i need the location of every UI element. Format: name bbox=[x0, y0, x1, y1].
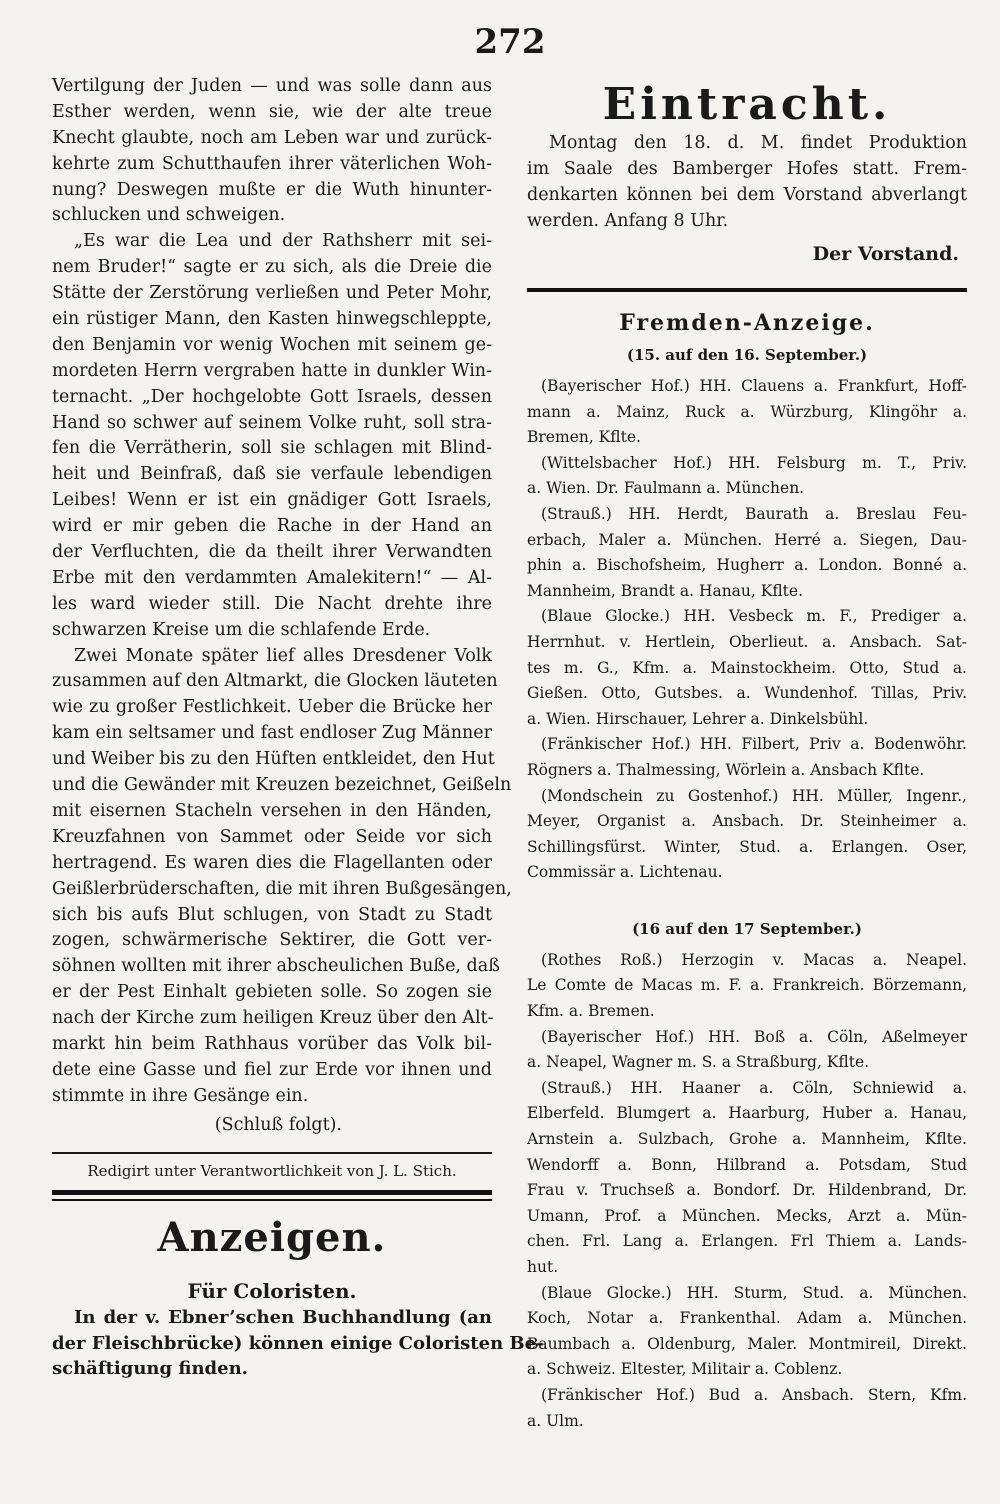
text-line: schlucken und schweigen. bbox=[52, 205, 286, 226]
text-line: Leibes! Wenn er ist ein gnädiger Gott Israels, bbox=[52, 490, 492, 511]
text-line: Arnstein a. Sulzbach, Grohe a. Mannheim, Kflte. bbox=[527, 1130, 967, 1149]
guest-list-1 bbox=[527, 374, 967, 886]
text-line: nem Bruder!“ sagte er zu sich, als die Dreie die bbox=[52, 257, 492, 278]
text-line: kehrte zum Schutthaufen ihrer väterlichen Woh- bbox=[52, 153, 492, 174]
continuation-note: (Schluß folgt). bbox=[214, 1114, 342, 1135]
text-line: Mannheim, Brandt a. Hanau, Kflte. bbox=[527, 581, 804, 600]
text-line: tes m. G., Kfm. a. Mainstockheim. Otto, Stud a. bbox=[527, 658, 967, 677]
divider-heavy bbox=[527, 288, 967, 292]
text-line: heit und Beinfraß, daß sie verfaule lebendigen bbox=[52, 464, 492, 485]
text-line: Umann, Prof. a München. Mecks, Arzt a. Mün- bbox=[527, 1206, 967, 1225]
text-line: dete eine Gasse und fiel zur Erde vor ihnen und bbox=[52, 1059, 492, 1080]
text-line: kam ein seltsamer und fast endloser Zug Männer bbox=[52, 723, 492, 744]
text-line: Meyer, Organist a. Ansbach. Dr. Steinheimer a. bbox=[527, 812, 967, 831]
text-line: Montag den 18. d. M. findet Produktion bbox=[549, 133, 967, 153]
text-line: Stätte der Zerstörung verließen und Peter Mohr, bbox=[52, 283, 492, 304]
text-line: (Blaue Glocke.) HH. Sturm, Stud. a. München. bbox=[541, 1283, 967, 1302]
text-line: und Weiber bis zu den Hüften entkleidet, den Hut bbox=[52, 749, 495, 770]
text-line: nung? Deswegen mußte er die Wuth hinunter- bbox=[52, 179, 492, 200]
text-line: Frau v. Truchseß a. Bondorf. Dr. Hildenbrand, Dr. bbox=[527, 1181, 967, 1200]
left-column bbox=[52, 74, 544, 1382]
text-line: (Bayerischer Hof.) HH. Boß a. Cöln, Aßelmeyer bbox=[541, 1027, 967, 1046]
ads-title: Anzeigen. bbox=[157, 1213, 387, 1261]
text-line: erbach, Maler a. München. Herré a. Siegen, Dau- bbox=[527, 530, 967, 549]
text-line: (Strauß.) HH. Herdt, Baurath a. Breslau Feu- bbox=[541, 504, 967, 523]
text-line: a. Wien. Hirschauer, Lehrer a. Dinkelsbühl. bbox=[527, 709, 869, 728]
divider bbox=[52, 1152, 492, 1154]
text-line: Erbe mit den verdammten Amalekitern!“ — Al- bbox=[52, 567, 492, 588]
text-line: phin a. Bischofsheim, Hugherr a. London. Bonné a. bbox=[527, 556, 967, 575]
eintracht-notice bbox=[527, 130, 967, 234]
divider-thin bbox=[52, 1199, 492, 1201]
text-line: Herrnhut. v. Hertlein, Oberlieut. a. Ansbach. Sat- bbox=[527, 632, 967, 651]
text-line: mit eisernen Stacheln versehen in den Händen, bbox=[52, 800, 492, 821]
text-line: mann a. Mainz, Ruck a. Würzburg, Klingöhr a. bbox=[527, 402, 967, 421]
text-line: „Es war die Lea und der Rathsherr mit sei- bbox=[74, 231, 492, 252]
text-line: Schillingsfürst. Winter, Stud. a. Erlangen. Oser, bbox=[527, 837, 967, 856]
date-heading-1: (15. auf den 16. September.) bbox=[626, 346, 868, 364]
text-line: (Mondschein zu Gostenhof.) HH. Müller, Ingenr., bbox=[541, 786, 967, 805]
text-line: Gießen. Otto, Gutsbes. a. Wundenhof. Tillas, Priv. bbox=[527, 684, 967, 703]
text-line: a. Schweiz. Eltester, Militair a. Coblenz. bbox=[527, 1360, 843, 1379]
text-line: a. Ulm. bbox=[527, 1411, 584, 1430]
text-line: hut. bbox=[527, 1258, 559, 1276]
text-line: Rögners a. Thalmessing, Wörlein a. Ansbach Kflte. bbox=[527, 760, 925, 779]
text-line: Bremen, Kflte. bbox=[527, 428, 641, 447]
divider-thick bbox=[52, 1190, 492, 1195]
text-line: werden. Anfang 8 Uhr. bbox=[527, 211, 729, 231]
text-line: Esther werden, wenn sie, wie der alte treue bbox=[52, 101, 492, 122]
text-line: (Fränkischer Hof.) HH. Filbert, Priv a. Bodenwöhr. bbox=[541, 735, 967, 754]
text-line: schäftigung finden. bbox=[52, 1358, 248, 1380]
text-line: Hand so schwer auf seinem Volke ruht, soll stra- bbox=[52, 412, 492, 433]
colorist-ad-text bbox=[52, 1305, 544, 1383]
story-text bbox=[52, 74, 512, 1110]
page-number: 272 bbox=[474, 22, 546, 62]
text-line: Geißlerbrüderschaften, die mit ihren Bußgesängen, bbox=[52, 878, 512, 899]
text-line: im Saale des Bamberger Hofes statt. Frem- bbox=[527, 159, 967, 179]
text-line: Le Comte de Macas m. F. a. Frankreich. Börzemann, bbox=[527, 976, 967, 995]
date-heading-2: (16 auf den 17 September.) bbox=[632, 919, 862, 938]
text-line: Koch, Notar a. Frankenthal. Adam a. München. bbox=[527, 1309, 967, 1328]
text-line: (Wittelsbacher Hof.) HH. Felsburg m. T., Priv. bbox=[541, 453, 967, 472]
text-line: nach der Kirche zum heiligen Kreuz über den Alt- bbox=[52, 1008, 494, 1029]
text-line: wird er mir geben die Rache in der Hand an bbox=[52, 516, 492, 537]
text-line: der Verfluchten, die da theilt ihrer Verwandten bbox=[52, 542, 492, 563]
text-line: mordeten Herrn vergraben hatte in dunkler Win- bbox=[52, 360, 492, 381]
text-line: Zwei Monate später lief alles Dresdener Volk bbox=[74, 645, 492, 666]
colorist-heading: Für Coloristen. bbox=[187, 1278, 357, 1303]
guest-list-2 bbox=[527, 948, 967, 1434]
text-line: Commissär a. Lichtenau. bbox=[527, 863, 723, 882]
text-line: sich bis aufs Blut schlugen, von Stadt zu Stadt bbox=[52, 904, 492, 925]
text-line: Kfm. a. Bremen. bbox=[527, 1002, 655, 1021]
text-line: Vertilgung der Juden — und was solle dann aus bbox=[52, 76, 492, 96]
text-line: Knecht glaubte, noch am Leben war und zurück- bbox=[52, 127, 492, 148]
text-line: Baumbach a. Oldenburg, Maler. Montmireil, Direkt. bbox=[527, 1334, 967, 1353]
text-line: zusammen auf den Altmarkt, die Glocken läuteten bbox=[52, 671, 498, 692]
text-line: hertragend. Es waren dies die Flagellanten oder bbox=[52, 852, 492, 873]
text-line: ein rüstiger Mann, den Kasten hinwegschleppte, bbox=[52, 309, 492, 330]
eintracht-signature: Der Vorstand. bbox=[812, 243, 959, 265]
text-line: Kreuzfahnen von Sammet oder Seide vor sich bbox=[52, 826, 492, 847]
text-line: (Bayerischer Hof.) HH. Clauens a. Frankfurt, Hoff- bbox=[541, 377, 967, 395]
text-line: zogen, schwärmerische Sektirer, die Gott ver- bbox=[52, 930, 492, 951]
text-line: chen. Frl. Lang a. Erlangen. Frl Thiem a. Lands- bbox=[527, 1232, 967, 1251]
fremden-heading: Fremden-Anzeige. bbox=[619, 310, 875, 336]
text-line: a. Wien. Dr. Faulmann a. München. bbox=[527, 479, 805, 498]
text-line: (Rothes Roß.) Herzogin v. Macas a. Neapel. bbox=[541, 950, 967, 969]
text-line: les ward wieder still. Die Nacht drehte ihre bbox=[52, 593, 492, 614]
text-line: den Benjamin vor wenig Wochen mit seinem ge- bbox=[52, 334, 492, 355]
text-line: (Fränkischer Hof.) Bud a. Ansbach. Stern, Kfm. bbox=[541, 1385, 967, 1404]
right-column bbox=[527, 80, 967, 1434]
text-line: ternacht. „Der hochgelobte Gott Israels, dessen bbox=[52, 386, 492, 407]
text-line: denkarten können bei dem Vorstand abverlangt bbox=[527, 185, 967, 205]
text-line: wie zu großer Festlichkeit. Ueber die Brücke her bbox=[52, 697, 492, 718]
text-line: (Strauß.) HH. Haaner a. Cöln, Schniewid a. bbox=[541, 1078, 967, 1097]
text-line: Elberfeld. Blumgert a. Haarburg, Huber a. Hanau, bbox=[527, 1104, 967, 1123]
text-line: der Fleischbrücke) können einige Coloristen Be- bbox=[52, 1332, 544, 1354]
text-line: a. Neapel, Wagner m. S. a Straßburg, Kflte. bbox=[527, 1053, 870, 1072]
text-line: und die Gewänder mit Kreuzen bezeichnet, Geißeln bbox=[52, 775, 512, 796]
text-line: In der v. Ebner’schen Buchhandlung (an bbox=[74, 1306, 492, 1328]
text-line: fen die Verrätherin, soll sie schlagen mit Blind- bbox=[52, 438, 492, 459]
text-line: schwarzen Kreise um die schlafende Erde. bbox=[52, 619, 431, 640]
text-line: (Blaue Glocke.) HH. Vesbeck m. F., Prediger a. bbox=[541, 607, 967, 626]
text-line: Wendorff a. Bonn, Hilbrand a. Potsdam, Stud bbox=[527, 1155, 967, 1174]
text-line: er der Pest Einhalt gebieten solle. So zogen sie bbox=[52, 982, 492, 1003]
text-line: markt hin beim Rathhaus vorüber das Volk bil- bbox=[52, 1033, 492, 1054]
text-line: söhnen wollten mit ihrer abscheulichen Buße, daß bbox=[52, 956, 500, 977]
editor-line: Redigirt unter Verantwortlichkeit von J. L. Stich. bbox=[87, 1161, 457, 1180]
text-line: stimmte in ihre Gesänge ein. bbox=[52, 1085, 309, 1106]
eintracht-title: Eintracht. bbox=[602, 79, 892, 130]
